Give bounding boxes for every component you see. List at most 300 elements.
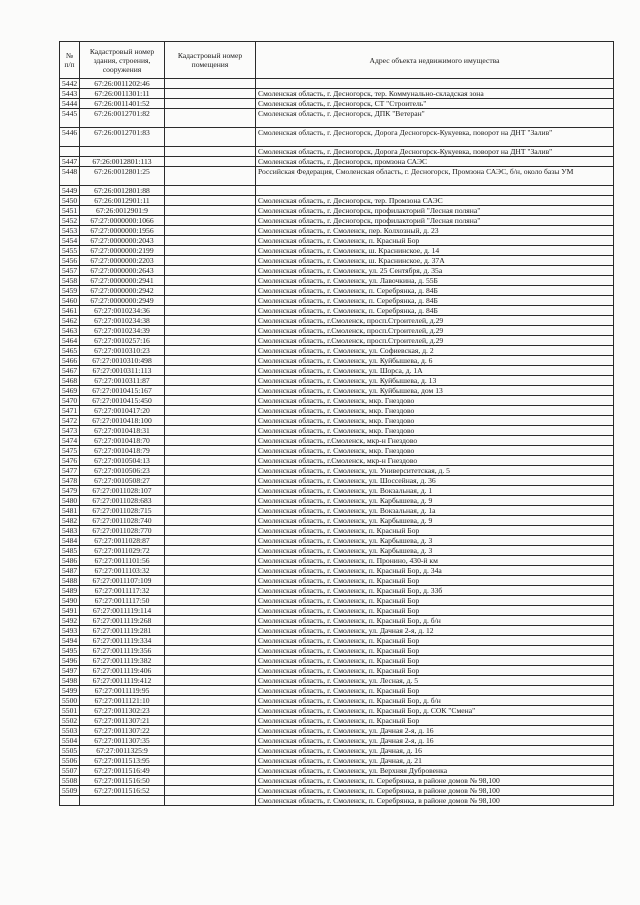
building-cadastral-number: 67:27:0000000:1066 [80, 216, 165, 226]
row-number: 5476 [60, 456, 80, 466]
property-address: Смоленская область, г. Смоленск, пер. Колхозный, д. 23 [256, 226, 614, 236]
row-number: 5478 [60, 476, 80, 486]
property-address: Смоленская область, г. Смоленск, п. Серебрянка, д. 84Б [256, 306, 614, 316]
property-address: Смоленская область, г. Смоленск, ул. Лавочкина, д. 55Б [256, 276, 614, 286]
building-cadastral-number: 67:27:0010418:70 [80, 436, 165, 446]
property-address: Смоленская область, г. Десногорск, профилакторий "Лесная поляна" [256, 206, 614, 216]
building-cadastral-number: 67:27:0010418:31 [80, 426, 165, 436]
row-number: 5479 [60, 486, 80, 496]
property-address: Смоленская область, г. Смоленск, п. Красный Бор [256, 686, 614, 696]
room-cadastral-number [165, 316, 256, 326]
property-address: Смоленская область, г. Смоленск, ул. Куйбышева, дом 13 [256, 386, 614, 396]
building-cadastral-number: 67:27:0010311:113 [80, 366, 165, 376]
row-number: 5481 [60, 506, 80, 516]
building-cadastral-number: 67:27:0010418:79 [80, 446, 165, 456]
row-number: 5493 [60, 626, 80, 636]
row-number: 5465 [60, 346, 80, 356]
property-address: Смоленская область, г. Смоленск, п. Красный Бор, д. 33б [256, 586, 614, 596]
property-address: Смоленская область, г. Смоленск, ул. Университетская, д. 5 [256, 466, 614, 476]
row-number [60, 147, 80, 157]
table-row [60, 386, 614, 396]
building-cadastral-number: 67:27:0010417:20 [80, 406, 165, 416]
room-cadastral-number [165, 276, 256, 286]
building-cadastral-number: 67:27:0011117:32 [80, 586, 165, 596]
room-cadastral-number [165, 416, 256, 426]
building-cadastral-number: 67:27:0011028:87 [80, 536, 165, 546]
table-row [60, 606, 614, 616]
row-number: 5482 [60, 516, 80, 526]
table-body [60, 79, 614, 806]
table-row [60, 516, 614, 526]
building-cadastral-number: 67:27:0011101:56 [80, 556, 165, 566]
building-cadastral-number: 67:27:0011307:21 [80, 716, 165, 726]
building-cadastral-number: 67:27:0011325:9 [80, 746, 165, 756]
building-cadastral-number: 67:26:0012701:82 [80, 109, 165, 128]
row-number: 5467 [60, 366, 80, 376]
table-row [60, 536, 614, 546]
room-cadastral-number [165, 496, 256, 506]
table-row [60, 746, 614, 756]
property-register-table [59, 41, 614, 806]
building-cadastral-number: 67:27:0010508:27 [80, 476, 165, 486]
building-cadastral-number: 67:27:0011119:406 [80, 666, 165, 676]
building-cadastral-number: 67:27:0011028:740 [80, 516, 165, 526]
property-address: Смоленская область, г. Смоленск, п. Серебрянка, в районе домов № 98,100 [256, 786, 614, 796]
table-row [60, 726, 614, 736]
row-number: 5449 [60, 186, 80, 196]
property-address: Смоленская область, г. Смоленск, ул. Карбышева, д. 9 [256, 496, 614, 506]
room-cadastral-number [165, 556, 256, 566]
property-address: Смоленская область, г. Смоленск, ул. Карбышева, д. 3 [256, 546, 614, 556]
room-cadastral-number [165, 147, 256, 157]
room-cadastral-number [165, 128, 256, 147]
header-room-cadastral: Кадастровый номер помещения [165, 42, 256, 79]
table-row [60, 466, 614, 476]
property-address: Смоленская область, г. Десногорск, профилакторий "Лесная поляна" [256, 216, 614, 226]
table-row [60, 626, 614, 636]
table-row [60, 296, 614, 306]
table-row [60, 706, 614, 716]
building-cadastral-number: 67:27:0010504:13 [80, 456, 165, 466]
room-cadastral-number [165, 526, 256, 536]
table-row [60, 766, 614, 776]
building-cadastral-number: 67:27:0011516:50 [80, 776, 165, 786]
room-cadastral-number [165, 726, 256, 736]
property-address: Смоленская область, г. Смоленск, п. Серебрянка, д. 84Б [256, 286, 614, 296]
room-cadastral-number [165, 566, 256, 576]
building-cadastral-number: 67:27:0000000:2643 [80, 266, 165, 276]
property-address: Смоленская область, г. Смоленск, ул. Дачная 2-я, д. 16 [256, 736, 614, 746]
room-cadastral-number [165, 516, 256, 526]
table-row [60, 596, 614, 606]
room-cadastral-number [165, 796, 256, 806]
table-row [60, 506, 614, 516]
room-cadastral-number [165, 646, 256, 656]
property-address: Смоленская область, г. Смоленск, ул. Софиевская, д. 2 [256, 346, 614, 356]
table-row [60, 546, 614, 556]
row-number: 5508 [60, 776, 80, 786]
room-cadastral-number [165, 656, 256, 666]
property-address: Смоленская область, г. Смоленск, п. Красный Бор, д. б/н [256, 616, 614, 626]
room-cadastral-number [165, 296, 256, 306]
table-row [60, 696, 614, 706]
building-cadastral-number: 67:27:0011119:412 [80, 676, 165, 686]
property-address: Смоленская область, г. Смоленск, п. Красный Бор, д. б/н [256, 696, 614, 706]
row-number: 5490 [60, 596, 80, 606]
building-cadastral-number: 67:27:0010257:16 [80, 336, 165, 346]
row-number: 5442 [60, 79, 80, 89]
building-cadastral-number: 67:27:0011119:114 [80, 606, 165, 616]
property-address: Смоленская область, г. Смоленск, п. Серебрянка, д. 84Б [256, 296, 614, 306]
building-cadastral-number: 67:27:0000000:2199 [80, 246, 165, 256]
building-cadastral-number [80, 147, 165, 157]
row-number: 5488 [60, 576, 80, 586]
room-cadastral-number [165, 456, 256, 466]
table-row [60, 436, 614, 446]
room-cadastral-number [165, 406, 256, 416]
row-number: 5452 [60, 216, 80, 226]
room-cadastral-number [165, 766, 256, 776]
property-address [256, 79, 614, 89]
property-address: Смоленская область, г. Смоленск, ул. Дачная, д. 21 [256, 756, 614, 766]
property-address: Смоленская область, г. Смоленск, мкр. Гнездово [256, 406, 614, 416]
room-cadastral-number [165, 246, 256, 256]
building-cadastral-number: 67:27:0010415:167 [80, 386, 165, 396]
table-row [60, 486, 614, 496]
property-address: Смоленская область, г. Смоленск, п. Красный Бор, д. 34а [256, 566, 614, 576]
building-cadastral-number: 67:27:0000000:2043 [80, 236, 165, 246]
room-cadastral-number [165, 586, 256, 596]
room-cadastral-number [165, 776, 256, 786]
property-address: Смоленская область, г.Смоленск, просп.Строителей, д.29 [256, 316, 614, 326]
row-number: 5446 [60, 128, 80, 147]
room-cadastral-number [165, 476, 256, 486]
room-cadastral-number [165, 167, 256, 186]
property-address: Смоленская область, г.Смоленск, просп.Строителей, д.29 [256, 336, 614, 346]
table-row [60, 716, 614, 726]
row-number: 5470 [60, 396, 80, 406]
row-number: 5485 [60, 546, 80, 556]
room-cadastral-number [165, 376, 256, 386]
property-address: Смоленская область, г. Смоленск, мкр. Гнездово [256, 416, 614, 426]
room-cadastral-number [165, 346, 256, 356]
room-cadastral-number [165, 109, 256, 128]
building-cadastral-number: 67:27:0010310:23 [80, 346, 165, 356]
table-row [60, 496, 614, 506]
building-cadastral-number: 67:26:0012901:9 [80, 206, 165, 216]
table-row [60, 276, 614, 286]
table-row [60, 356, 614, 366]
row-number: 5460 [60, 296, 80, 306]
property-address: Смоленская область, г. Десногорск, тер. Промзона САЭС [256, 196, 614, 206]
building-cadastral-number: 67:27:0011029:72 [80, 546, 165, 556]
building-cadastral-number: 67:27:0000000:1956 [80, 226, 165, 236]
table-row [60, 686, 614, 696]
property-address: Смоленская область, г. Смоленск, п. Красный Бор [256, 576, 614, 586]
row-number: 5486 [60, 556, 80, 566]
room-cadastral-number [165, 466, 256, 476]
table-row [60, 376, 614, 386]
property-address: Смоленская область, г. Смоленск, п. Красный Бор [256, 526, 614, 536]
table-row [60, 186, 614, 196]
property-address: Смоленская область, г. Смоленск, ул. Дачная 2-я, д. 16 [256, 726, 614, 736]
table-row [60, 286, 614, 296]
building-cadastral-number: 67:27:0010234:36 [80, 306, 165, 316]
row-number: 5497 [60, 666, 80, 676]
building-cadastral-number: 67:26:0012901:11 [80, 196, 165, 206]
property-address: Смоленская область, г. Смоленск, ул. Вокзальная, д. 1 [256, 486, 614, 496]
building-cadastral-number: 67:27:0000000:2942 [80, 286, 165, 296]
building-cadastral-number: 67:27:0011119:268 [80, 616, 165, 626]
property-address: Смоленская область, г.Смоленск, просп.Строителей, д.29 [256, 326, 614, 336]
property-address: Смоленская область, г. Смоленск, ш. Краснинское, д. 14 [256, 246, 614, 256]
table-row [60, 89, 614, 99]
room-cadastral-number [165, 286, 256, 296]
table-row [60, 336, 614, 346]
header-building-cadastral: Кадастровый номер здания, строения, сооружения [80, 42, 165, 79]
table-row [60, 266, 614, 276]
row-number: 5445 [60, 109, 80, 128]
room-cadastral-number [165, 636, 256, 646]
table-row [60, 246, 614, 256]
row-number: 5487 [60, 566, 80, 576]
property-address: Смоленская область, г. Смоленск, ул. Карбышева, д. 3 [256, 536, 614, 546]
row-number: 5500 [60, 696, 80, 706]
table-row [60, 426, 614, 436]
room-cadastral-number [165, 226, 256, 236]
header-address: Адрес объекта недвижимого имущества [256, 42, 614, 79]
room-cadastral-number [165, 186, 256, 196]
table-row [60, 476, 614, 486]
table-row [60, 736, 614, 746]
room-cadastral-number [165, 736, 256, 746]
row-number: 5477 [60, 466, 80, 476]
property-address: Смоленская область, г. Смоленск, ул. Верхняя Дубровенка [256, 766, 614, 776]
row-number: 5474 [60, 436, 80, 446]
property-address: Смоленская область, г. Смоленск, п. Красный Бор [256, 666, 614, 676]
table-row [60, 756, 614, 766]
room-cadastral-number [165, 706, 256, 716]
room-cadastral-number [165, 336, 256, 346]
row-number: 5463 [60, 326, 80, 336]
property-address: Смоленская область, г. Смоленск, п. Красный Бор [256, 606, 614, 616]
row-number: 5475 [60, 446, 80, 456]
row-number: 5458 [60, 276, 80, 286]
row-number: 5494 [60, 636, 80, 646]
building-cadastral-number: 67:27:0011119:95 [80, 686, 165, 696]
table-row [60, 99, 614, 109]
row-number: 5502 [60, 716, 80, 726]
building-cadastral-number: 67:27:0011302:23 [80, 706, 165, 716]
property-address: Смоленская область, г. Смоленск, ш. Краснинское, д. 37А [256, 256, 614, 266]
property-address: Смоленская область, г. Смоленск, ул. Карбышева, д. 9 [256, 516, 614, 526]
table-row [60, 406, 614, 416]
row-number: 5499 [60, 686, 80, 696]
table-row [60, 79, 614, 89]
property-address: Смоленская область, г. Смоленск, п. Красный Бор [256, 656, 614, 666]
property-address: Смоленская область, г. Смоленск, п. Красный Бор, д. СОК "Смена" [256, 706, 614, 716]
building-cadastral-number: 67:27:0011121:10 [80, 696, 165, 706]
table-row [60, 226, 614, 236]
room-cadastral-number [165, 236, 256, 246]
property-address: Смоленская область, г. Смоленск, ул. Дачная 2-я, д. 12 [256, 626, 614, 636]
table-row [60, 456, 614, 466]
row-number: 5505 [60, 746, 80, 756]
building-cadastral-number: 67:26:0011401:52 [80, 99, 165, 109]
table-row [60, 109, 614, 128]
room-cadastral-number [165, 446, 256, 456]
room-cadastral-number [165, 396, 256, 406]
building-cadastral-number: 67:27:0011028:107 [80, 486, 165, 496]
table-row [60, 636, 614, 646]
room-cadastral-number [165, 256, 256, 266]
table-row [60, 656, 614, 666]
row-number: 5483 [60, 526, 80, 536]
header-row [60, 42, 614, 79]
row-number: 5453 [60, 226, 80, 236]
table-row [60, 216, 614, 226]
property-address: Смоленская область, г. Смоленск, ул. Вокзальная, д. 1а [256, 506, 614, 516]
table-row [60, 128, 614, 147]
row-number [60, 796, 80, 806]
building-cadastral-number: 67:27:0011028:715 [80, 506, 165, 516]
table-row [60, 416, 614, 426]
room-cadastral-number [165, 157, 256, 167]
table-row [60, 326, 614, 336]
building-cadastral-number: 67:27:0010506:23 [80, 466, 165, 476]
property-address: Смоленская область, г. Смоленск, ул. Куйбышева, д. 13 [256, 376, 614, 386]
property-address: Смоленская область, г. Смоленск, п. Серебрянка, в районе домов № 98,100 [256, 796, 614, 806]
room-cadastral-number [165, 756, 256, 766]
property-address: Смоленская область, г. Смоленск, п. Красный Бор [256, 236, 614, 246]
table-row [60, 776, 614, 786]
row-number: 5443 [60, 89, 80, 99]
building-cadastral-number: 67:27:0011028:770 [80, 526, 165, 536]
room-cadastral-number [165, 216, 256, 226]
row-number: 5507 [60, 766, 80, 776]
row-number: 5492 [60, 616, 80, 626]
property-address: Смоленская область, г. Смоленск, ул. 25 Сентября, д. 35а [256, 266, 614, 276]
property-address [256, 186, 614, 196]
row-number: 5454 [60, 236, 80, 246]
building-cadastral-number: 67:27:0011307:22 [80, 726, 165, 736]
row-number: 5496 [60, 656, 80, 666]
room-cadastral-number [165, 426, 256, 436]
property-address: Смоленская область, г. Десногорск, Дорога Десногорск-Кукуевка, поворот на ДНТ "Залив" [256, 147, 614, 157]
row-number: 5503 [60, 726, 80, 736]
row-number: 5456 [60, 256, 80, 266]
property-address: Смоленская область, г. Десногорск, ДПК "Ветеран" [256, 109, 614, 128]
building-cadastral-number: 67:27:0011119:382 [80, 656, 165, 666]
building-cadastral-number: 67:27:0010311:87 [80, 376, 165, 386]
building-cadastral-number: 67:27:0011107:109 [80, 576, 165, 586]
room-cadastral-number [165, 89, 256, 99]
building-cadastral-number: 67:27:0011103:32 [80, 566, 165, 576]
building-cadastral-number: 67:26:0011202:46 [80, 79, 165, 89]
property-address: Смоленская область, г. Смоленск, п. Красный Бор [256, 716, 614, 726]
room-cadastral-number [165, 786, 256, 796]
building-cadastral-number: 67:27:0010415:450 [80, 396, 165, 406]
table-row [60, 316, 614, 326]
table-row [60, 167, 614, 186]
room-cadastral-number [165, 436, 256, 446]
row-number: 5461 [60, 306, 80, 316]
property-address: Смоленская область, г. Смоленск, п. Пронино, 430-й км [256, 556, 614, 566]
row-number: 5450 [60, 196, 80, 206]
property-address: Российская Федерация, Смоленская область, г. Десногорск, Промзона САЭС, б/н, около базы УМ [256, 167, 614, 186]
room-cadastral-number [165, 596, 256, 606]
table-row [60, 147, 614, 157]
building-cadastral-number: 67:26:0012801:88 [80, 186, 165, 196]
table-row [60, 206, 614, 216]
property-address: Смоленская область, г. Смоленск, мкр. Гнездово [256, 396, 614, 406]
room-cadastral-number [165, 386, 256, 396]
property-address: Смоленская область, г. Смоленск, п. Красный Бор [256, 646, 614, 656]
room-cadastral-number [165, 326, 256, 336]
building-cadastral-number [80, 796, 165, 806]
room-cadastral-number [165, 79, 256, 89]
row-number: 5466 [60, 356, 80, 366]
property-address: Смоленская область, г.Смоленск, мкр-н Гнездово [256, 456, 614, 466]
row-number: 5464 [60, 336, 80, 346]
table-row [60, 157, 614, 167]
row-number: 5459 [60, 286, 80, 296]
table-row [60, 526, 614, 536]
building-cadastral-number: 67:27:0011516:52 [80, 786, 165, 796]
building-cadastral-number: 67:27:0010418:100 [80, 416, 165, 426]
row-number: 5498 [60, 676, 80, 686]
property-address: Смоленская область, г. Смоленск, мкр. Гнездово [256, 446, 614, 456]
building-cadastral-number: 67:27:0010234:39 [80, 326, 165, 336]
row-number: 5444 [60, 99, 80, 109]
row-number: 5448 [60, 167, 80, 186]
table-row [60, 306, 614, 316]
row-number: 5504 [60, 736, 80, 746]
table-row [60, 616, 614, 626]
table-row [60, 646, 614, 656]
room-cadastral-number [165, 576, 256, 586]
property-address: Смоленская область, г. Десногорск, СТ "Строитель" [256, 99, 614, 109]
table-row [60, 576, 614, 586]
property-address: Смоленская область, г. Смоленск, мкр. Гнездово [256, 426, 614, 436]
row-number: 5462 [60, 316, 80, 326]
room-cadastral-number [165, 196, 256, 206]
table-row [60, 366, 614, 376]
property-address: Смоленская область, г. Смоленск, ул. Дачная, д. 16 [256, 746, 614, 756]
property-address: Смоленская область, г. Смоленск, ул. Лесная, д. 5 [256, 676, 614, 686]
room-cadastral-number [165, 686, 256, 696]
row-number: 5451 [60, 206, 80, 216]
property-address: Смоленская область, г. Смоленск, ул. Шоссейная, д. 36 [256, 476, 614, 486]
row-number: 5455 [60, 246, 80, 256]
building-cadastral-number: 67:27:0000000:2949 [80, 296, 165, 306]
row-number: 5506 [60, 756, 80, 766]
building-cadastral-number: 67:27:0011513:95 [80, 756, 165, 766]
row-number: 5495 [60, 646, 80, 656]
header-number: № п/п [60, 42, 80, 79]
room-cadastral-number [165, 606, 256, 616]
table-row [60, 786, 614, 796]
building-cadastral-number: 67:27:0011119:334 [80, 636, 165, 646]
row-number: 5473 [60, 426, 80, 436]
row-number: 5501 [60, 706, 80, 716]
row-number: 5457 [60, 266, 80, 276]
row-number: 5509 [60, 786, 80, 796]
table-row [60, 196, 614, 206]
row-number: 5480 [60, 496, 80, 506]
building-cadastral-number: 67:26:0011301:11 [80, 89, 165, 99]
building-cadastral-number: 67:27:0011119:356 [80, 646, 165, 656]
